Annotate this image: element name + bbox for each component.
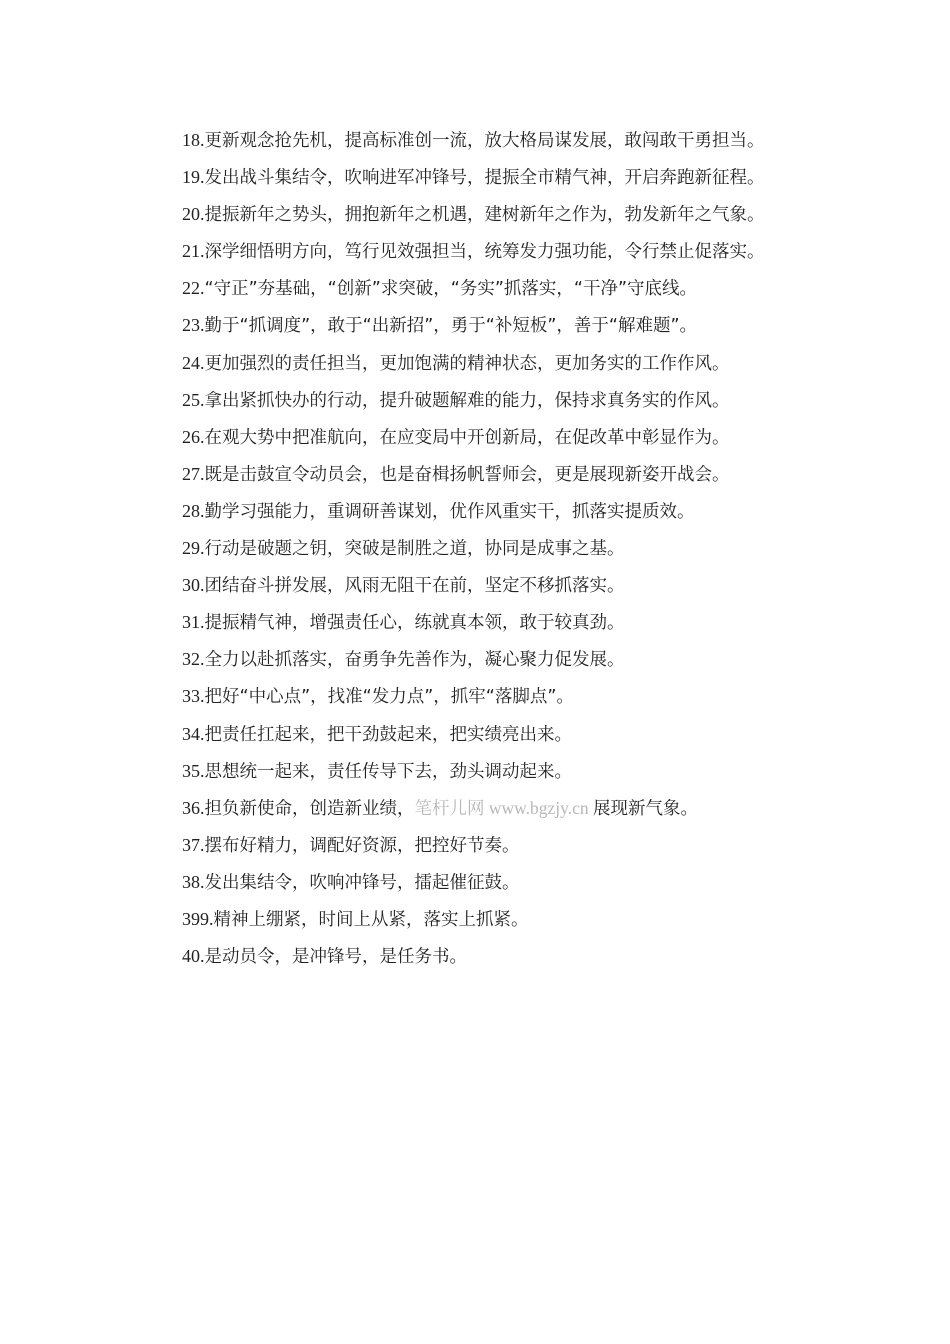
item-text: 提振新年之势头，拥抱新年之机遇，建树新年之作为，勃发新年之气象。	[204, 205, 765, 226]
item-text: 摆布好精力，调配好资源，把控好节奏。	[204, 835, 520, 856]
list-item	[182, 382, 882, 419]
item-text: 在观大势中把准航向，在应变局中开创新局，在促改革中彰显作为。	[204, 427, 730, 448]
list-item	[182, 790, 882, 827]
item-number: 27.	[182, 463, 205, 484]
list-item	[182, 419, 882, 456]
list-item	[182, 827, 882, 864]
list-item	[182, 233, 882, 270]
item-text: 拿出紧抓快办的行动，提升破题解难的能力，保持求真务实的作风。	[204, 390, 730, 411]
item-text: 勤学习强能力，重调研善谋划，优作风重实干，抓落实提质效。	[204, 501, 695, 522]
item-number: 22.	[182, 278, 205, 299]
item-number: 32.	[182, 649, 205, 670]
list-item	[182, 196, 882, 233]
item-number: 37.	[182, 834, 205, 855]
list-item	[182, 753, 882, 790]
watermark-site-name: 笔杆儿网	[414, 798, 485, 819]
item-text: 团结奋斗拼发展，风雨无阻干在前，坚定不移抓落实。	[204, 576, 625, 597]
item-text: 是动员令，是冲锋号，是任务书。	[204, 947, 467, 968]
slogan-list	[182, 122, 882, 975]
list-item	[182, 678, 882, 715]
item-number: 20.	[182, 204, 205, 225]
list-item	[182, 307, 882, 344]
list-item	[182, 716, 882, 753]
item-number: 31.	[182, 612, 205, 633]
item-text: 思想统一起来，责任传导下去，劲头调动起来。	[204, 761, 572, 782]
item-text: 提振精气神，增强责任心，练就真本领，敢于较真劲。	[204, 613, 625, 634]
list-item	[182, 345, 882, 382]
item-text: 发出战斗集结令，吹响进军冲锋号，提振全市精气神，开启奔跑新征程。	[204, 168, 765, 189]
item-number: 33.	[182, 686, 205, 707]
item-text: 担负新使命，创造新业绩，	[204, 798, 415, 819]
list-item	[182, 641, 882, 678]
item-text-tail: 展现新气象。	[593, 798, 699, 819]
item-number: 19.	[182, 167, 205, 188]
list-item	[182, 530, 882, 567]
list-item	[182, 901, 882, 938]
item-number: 23.	[182, 315, 205, 336]
item-number: 26.	[182, 426, 205, 447]
item-number: 36.	[182, 797, 205, 818]
list-item	[182, 493, 882, 530]
list-item	[182, 122, 882, 159]
list-item	[182, 159, 882, 196]
item-text: 把好“中心点”，找准“发力点”，抓牢“落脚点”。	[204, 687, 574, 708]
item-text: 精神上绷紧，时间上从紧，落实上抓紧。	[213, 909, 529, 930]
item-number: 40.	[182, 946, 205, 967]
item-number: 38.	[182, 871, 205, 892]
item-number: 399.	[182, 908, 214, 929]
list-item	[182, 604, 882, 641]
item-text: 既是击鼓宣令动员会，也是奋楫扬帆誓师会，更是展现新姿开战会。	[204, 464, 730, 485]
item-number: 25.	[182, 389, 205, 410]
list-item	[182, 567, 882, 604]
item-text: 行动是破题之钥，突破是制胜之道，协同是成事之基。	[204, 539, 625, 560]
item-number: 34.	[182, 723, 205, 744]
item-text: 更新观念抢先机，提高标准创一流，放大格局谋发展，敢闯敢干勇担当。	[204, 131, 765, 151]
list-item	[182, 270, 882, 307]
item-text: 深学细悟明方向，笃行见效强担当，统筹发力强功能，令行禁止促落实。	[204, 242, 765, 263]
item-text: 全力以赴抓落实，奋勇争先善作为，凝心聚力促发展。	[204, 650, 625, 671]
item-text: 发出集结令，吹响冲锋号，擂起催征鼓。	[204, 872, 520, 893]
item-number: 28.	[182, 500, 205, 521]
list-item	[182, 938, 882, 975]
item-number: 18.	[182, 130, 205, 150]
watermark-url: www.bgzjy.cn	[484, 797, 594, 818]
item-text: 把责任扛起来，把干劲鼓起来，把实绩亮出来。	[204, 724, 572, 745]
item-number: 24.	[182, 352, 205, 373]
item-text: 更加强烈的责任担当，更加饱满的精神状态，更加务实的工作作风。	[204, 353, 730, 374]
item-number: 21.	[182, 241, 205, 262]
item-number: 35.	[182, 760, 205, 781]
item-number: 30.	[182, 575, 205, 596]
item-text: 勤于“抓调度”，敢于“出新招”，勇于“补短板”，善于“解难题”。	[204, 316, 698, 337]
list-item	[182, 864, 882, 901]
list-item	[182, 456, 882, 493]
item-number: 29.	[182, 538, 205, 559]
item-text: “守正”夯基础，“创新”求突破，“务实”抓落实，“干净”守底线。	[204, 279, 698, 300]
